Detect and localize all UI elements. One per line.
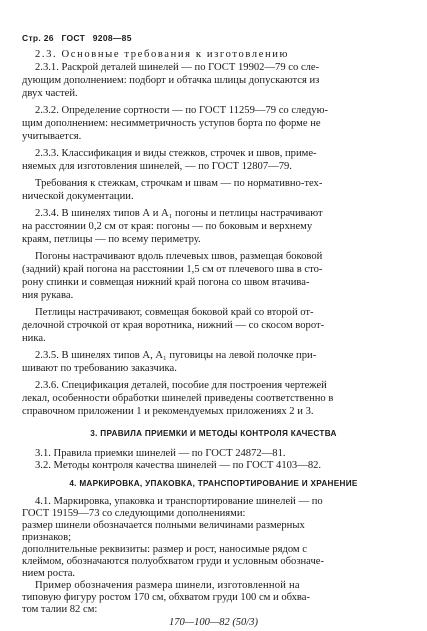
text-line: делочной строчкой от края воротника, нижний — со скосом ворот- xyxy=(22,320,325,331)
text-line: 2.3.2. Определение сортности — по ГОСТ 11259—79 со следую- xyxy=(35,105,329,116)
text-line: типовую фигуру ростом 170 см, обхватом груди 100 см и обхва- xyxy=(22,592,311,603)
text-line: дополнительные реквизиты: размер и рост, наносимые рядом с xyxy=(22,544,307,555)
text-line: размер шинели обозначается полными величинами размерных xyxy=(22,520,305,531)
text-line: том талии 82 см: xyxy=(22,604,98,615)
text-line: 2.3.3. Классификация и виды стежков, строчек и швов, приме- xyxy=(35,148,317,159)
text-line: лекал, особенности обработки шинелей приведены соответственно в xyxy=(22,393,334,404)
size-designation-formula: 170—100—82 (50/3) xyxy=(169,617,258,628)
text-line: рону спинки и совмещая нижний край погона со швом втачива- xyxy=(22,277,310,288)
text-line: 2.3.5. В шинелях типов А, А₁ пуговицы на левой полочке при- xyxy=(35,350,317,361)
subsection-heading: 2.3. Основные требования к изготовлению xyxy=(35,49,290,60)
text-line: ГОСТ 19159—73 со следующими дополнениями: xyxy=(22,508,246,519)
text-line: 2.3.4. В шинелях типов А и А₁ погоны и петлицы настрачивают xyxy=(35,208,323,219)
text-line: клеймом, обозначаются полуобхватом груди и условным обозначе- xyxy=(22,556,325,567)
text-line: учитывается. xyxy=(22,131,82,142)
standard-number: 9208—85 xyxy=(92,33,132,43)
text-line: (задний) край погона на расстоянии 1,5 см от плечевого шва в сто- xyxy=(22,264,323,275)
text-line: щим дополнением: несимметричность уступов борта по форме не xyxy=(22,118,321,129)
standard-label: ГОСТ xyxy=(61,33,86,43)
text-line: няемых для изготовления шинелей, — по ГОСТ 12807—79. xyxy=(22,161,292,172)
text-line: 3.1. Правила приемки шинелей — по ГОСТ 24872—81. xyxy=(35,448,286,459)
text-line: ния рукава. xyxy=(22,290,74,301)
text-line: нической документации. xyxy=(22,191,134,202)
text-line: на расстоянии 0,2 см от края: погоны — по боковым и верхнему xyxy=(22,221,313,232)
section-heading: 4. МАРКИРОВКА, УПАКОВКА, ТРАНСПОРТИРОВАНИЕ И ХРАНЕНИЕ xyxy=(69,479,358,488)
text-line: Петлицы настрачивают, совмещая боковой край со второй от- xyxy=(35,307,314,318)
text-line: признаков; xyxy=(22,532,72,543)
page-header xyxy=(22,33,137,43)
text-line: справочном приложении 1 и рекомендуемых приложениях 2 и 3. xyxy=(22,406,314,417)
text-line: дующим дополнением: подборт и обтачка шлицы допускаются из xyxy=(22,75,320,86)
text-line: шивают по требованию заказчика. xyxy=(22,363,177,374)
text-line: 3.2. Методы контроля качества шинелей — по ГОСТ 4103—82. xyxy=(35,460,322,471)
text-line: 2.3.1. Раскрой деталей шинелей — по ГОСТ 19902—79 со сле- xyxy=(35,62,320,73)
section-heading: 3. ПРАВИЛА ПРИЕМКИ И МЕТОДЫ КОНТРОЛЯ КАЧЕСТВА xyxy=(90,429,337,438)
text-line: 2.3.6. Спецификация деталей, пособие для построения чертежей xyxy=(35,380,327,391)
text-line: Требования к стежкам, строчкам и швам — по нормативно-тех- xyxy=(35,178,323,189)
text-line: ника. xyxy=(22,333,46,344)
text-line: Пример обозначения размера шинели, изготовленной на xyxy=(35,580,300,591)
text-line: Погоны настрачивают вдоль плечевых швов, размещая боковой xyxy=(35,251,323,262)
text-line: нием роста. xyxy=(22,568,76,579)
text-line: краям, петлицы — по всему периметру. xyxy=(22,234,201,245)
page-number: Стр. 26 xyxy=(22,33,54,43)
text-line: двух частей. xyxy=(22,88,78,99)
text-line: 4.1. Маркировка, упаковка и транспортирование шинелей — по xyxy=(35,496,323,507)
